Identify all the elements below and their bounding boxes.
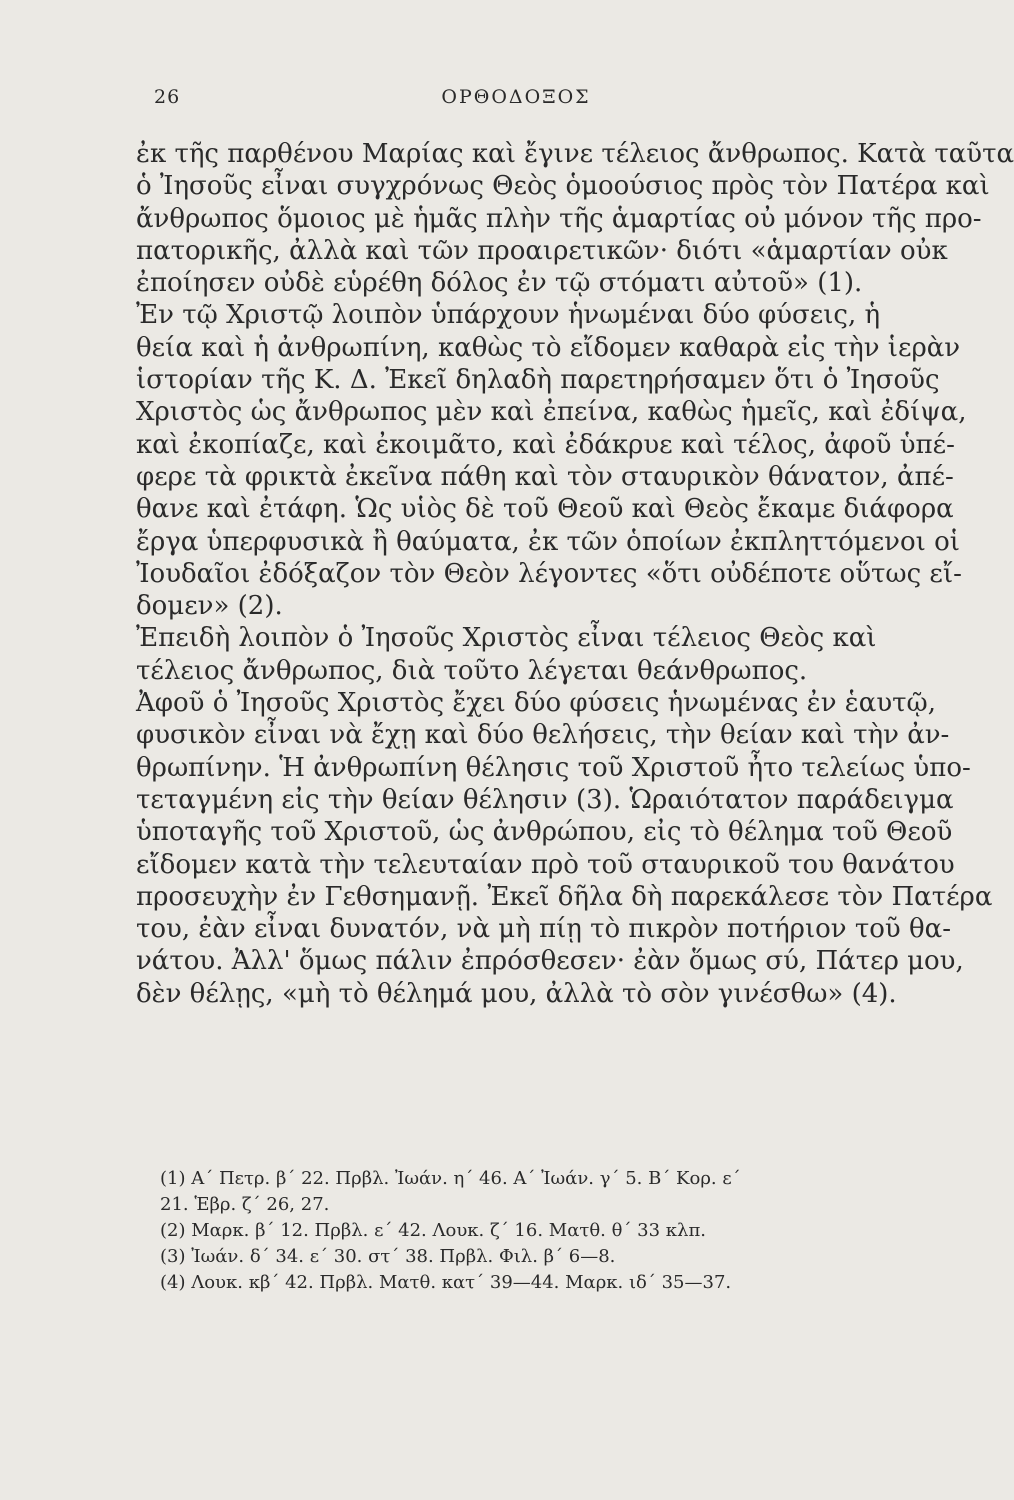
footnote: (3) Ἰωάν. δ΄ 34. ε΄ 30. στ΄ 38. Πρβλ. Φιλ. β΄ 6—8.	[160, 1246, 616, 1267]
text-line: του, ἐὰν εἶναι δυνατόν, νὰ μὴ πίῃ τὸ πικρὸν ποτήριον τοῦ θα-	[136, 914, 951, 945]
text-line: Χριστὸς ὡς ἄνθρωπος μὲν καὶ ἐπείνα, καθὼς ἡμεῖς, καὶ ἐδίψα,	[136, 397, 967, 428]
body-text	[136, 138, 1014, 1010]
text-line: δομεν» (2).	[136, 591, 283, 622]
running-title: ΟΡΘΟΔΟΞΟΣ	[441, 86, 591, 108]
text-line: προσευχὴν ἐν Γεθσημανῇ. Ἐκεῖ δῆλα δὴ παρεκάλεσε τὸν Πατέρα	[136, 881, 993, 912]
text-line: Ἰουδαῖοι ἐδόξαζον τὸν Θεὸν λέγοντες «ὅτι οὐδέποτε οὕτως εἴ-	[136, 558, 962, 589]
text-line: ἔργα ὑπερφυσικὰ ἢ θαύματα, ἐκ τῶν ὁποίων ἐκπληττόμενοι οἱ	[136, 526, 960, 557]
footnote: (2) Μαρκ. β΄ 12. Πρβλ. ε΄ 42. Λουκ. ζ΄ 16. Ματθ. θ΄ 33 κλπ.	[160, 1220, 707, 1241]
text-line: ἄνθρωπος ὅμοιος μὲ ἡμᾶς πλὴν τῆς ἁμαρτίας οὐ μόνον τῆς προ-	[136, 203, 982, 234]
text-line: ὑποταγῆς τοῦ Χριστοῦ, ὡς ἀνθρώπου, εἰς τὸ θέλημα τοῦ Θεοῦ	[136, 817, 953, 848]
text-line: θρωπίνην. Ἡ ἀνθρωπίνη θέλησις τοῦ Χριστοῦ ἦτο τελείως ὑπο-	[136, 752, 971, 783]
text-line: φερε τὰ φρικτὰ ἐκεῖνα πάθη καὶ τὸν σταυρικὸν θάνατον, ἀπέ-	[136, 461, 954, 492]
footnote-continuation: 21. Ἑβρ. ζ΄ 26, 27.	[160, 1194, 330, 1215]
text-line: φυσικὸν εἶναι νὰ ἔχῃ καὶ δύο θελήσεις, τὴν θείαν καὶ τὴν ἀν-	[136, 720, 950, 751]
footnotes	[160, 1166, 880, 1296]
text-line: δὲν θέλῃς, «μὴ τὸ θέλημά μου, ἀλλὰ τὸ σὸν γινέσθω» (4).	[136, 978, 897, 1009]
text-line: τέλειος ἄνθρωπος, διὰ τοῦτο λέγεται θεάνθρωπος.	[136, 655, 808, 686]
text-line: θεία καὶ ἡ ἀνθρωπίνη, καθὼς τὸ εἴδομεν καθαρὰ εἰς τὴν ἱερὰν	[136, 332, 961, 363]
text-line: ἐποίησεν οὐδὲ εὑρέθη δόλος ἐν τῷ στόματι αὐτοῦ» (1).	[136, 268, 863, 299]
text-line: πατορικῆς, ἀλλὰ καὶ τῶν προαιρετικῶν· διότι «ἁμαρτίαν οὐκ	[136, 235, 948, 266]
text-line: θανε καὶ ἐτάφη. Ὡς υἱὸς δὲ τοῦ Θεοῦ καὶ Θεὸς ἔκαμε διάφορα	[136, 494, 954, 525]
text-line: Ἐν τῷ Χριστῷ λοιπὸν ὑπάρχουν ἡνωμέναι δύο φύσεις, ἡ	[136, 300, 881, 331]
text-line: ἐκ τῆς παρθένου Μαρίας καὶ ἔγινε τέλειος ἄνθρωπος. Κατὰ ταῦτα	[136, 139, 1014, 169]
text-line: Ἀφοῦ ὁ Ἰησοῦς Χριστὸς ἔχει δύο φύσεις ἡνωμένας ἐν ἑαυτῷ,	[136, 688, 936, 719]
text-line: εἴδομεν κατὰ τὴν τελευταίαν πρὸ τοῦ σταυρικοῦ του θανάτου	[136, 849, 955, 880]
footnote: (1) Α΄ Πετρ. β΄ 22. Πρβλ. Ἰωάν. η΄ 46. Α΄ Ἰωάν. γ΄ 5. Β΄ Κορ. ε΄	[160, 1168, 741, 1189]
footnote: (4) Λουκ. κβ΄ 42. Πρβλ. Ματθ. κατ΄ 39—44. Μαρκ. ιδ΄ 35—37.	[160, 1272, 732, 1293]
page-header	[136, 86, 896, 116]
text-line: ὁ Ἰησοῦς εἶναι συγχρόνως Θεὸς ὁμοούσιος πρὸς τὸν Πατέρα καὶ	[136, 171, 990, 202]
text-line: Ἐπειδὴ λοιπὸν ὁ Ἰησοῦς Χριστὸς εἶναι τέλειος Θεὸς καὶ	[136, 623, 877, 654]
text-line: νάτου. Ἀλλ' ὅμως πάλιν ἐπρόσθεσεν· ἐὰν ὅμως σύ, Πάτερ μου,	[136, 946, 964, 977]
page-number: 26	[154, 86, 181, 108]
text-line: ἱστορίαν τῆς Κ. Δ. Ἐκεῖ δηλαδὴ παρετηρήσαμεν ὅτι ὁ Ἰησοῦς	[136, 365, 940, 396]
text-line: τεταγμένη εἰς τὴν θείαν θέλησιν (3). Ὡραιότατον παράδειγμα	[136, 784, 954, 815]
text-line: καὶ ἐκοπίαζε, καὶ ἐκοιμᾶτο, καὶ ἐδάκρυε καὶ τέλος, ἀφοῦ ὑπέ-	[136, 429, 955, 460]
